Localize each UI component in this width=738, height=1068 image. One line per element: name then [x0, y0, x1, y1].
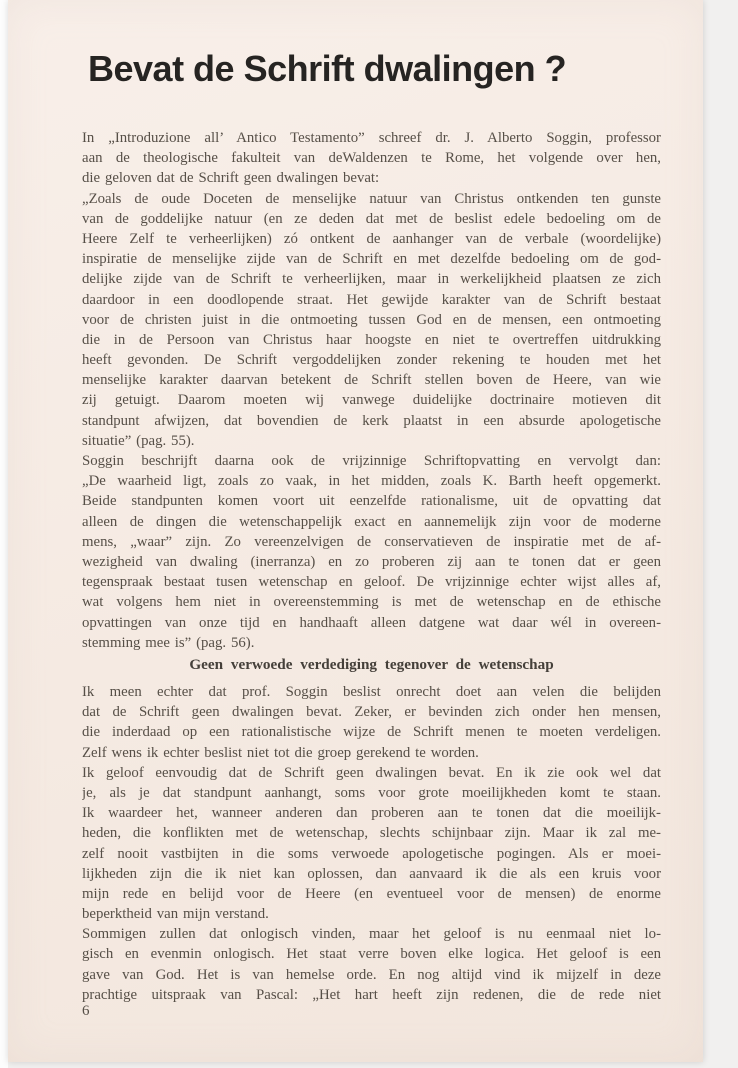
text-line: gave van God. Het is van hemelse orde. En nog altijd vind ik mijzelf in deze	[82, 966, 661, 983]
text-line: die geloven dat de Schrift geen dwalingen bevat:	[82, 170, 380, 187]
text-line: zij getuigt. Daarom moeten wij vanwege duidelijke doctrinaire motieven dit	[82, 392, 661, 409]
text-line: Sommigen zullen dat onlogisch vinden, maar het geloof is nu eenmaal niet lo-	[82, 926, 661, 943]
text-line: je, als je dat standpunt aanhangt, soms voor grote moeilijkheden komt te staan.	[82, 784, 661, 801]
text-line: tegenspraak bestaat tusen wetenschap en geloof. De vrijzinnige echter wijst alles af,	[82, 574, 661, 591]
text-line: „Zoals de oude Doceten de menselijke natuur van Christus ontkenden ten gunste	[82, 190, 661, 207]
text-line: „De waarheid ligt, zoals zo vaak, in het midden, zoals K. Barth heeft opgemerkt.	[82, 473, 661, 490]
text-line: stemming mee is” (pag. 56).	[82, 634, 255, 651]
text-line: daardoor in een doodlopende straat. Het gewijde karakter van de Schrift bestaat	[82, 291, 661, 308]
text-line: opvattingen van onze tijd en handhaaft alleen datgene wat daar wél in overeen-	[82, 614, 661, 631]
text-line: Ik meen echter dat prof. Soggin beslist onrecht doet aan velen die belijden	[82, 684, 661, 700]
text-line: wezigheid van dwaling (inerranza) en zo proberen zij aan te tonen dat er geen	[82, 553, 661, 570]
text-line: Soggin beschrijft daarna ook de vrijzinnige Schriftopvatting en vervolgt dan:	[82, 453, 661, 469]
text-line: delijke zijde van de Schrift te verheerlijken, maar in werkelijkheid plaatsen ze zich	[82, 271, 661, 288]
text-line: dat de Schrift geen dwalingen bevat. Zeker, er bevinden zich onder hen mensen,	[82, 704, 661, 721]
text-line: prachtige uitspraak van Pascal: „Het hart heeft zijn redenen, die de rede niet	[82, 986, 661, 1003]
text-line: Ik geloof eenvoudig dat de Schrift geen dwalingen bevat. En ik zie ook wel dat	[82, 764, 661, 781]
text-line: heeft gevonden. De Schrift vergoddelijken zonder rekening te houden met het	[82, 352, 661, 369]
text-line: menselijke karakter daarvan betekent de Schrift stellen boven de Heere, van wie	[82, 372, 661, 389]
intro-paragraphs	[82, 128, 661, 653]
text-line: standpunt afwijzen, dat bovendien de kerk plaatst in een absurde apologetische	[82, 412, 661, 429]
page-number: 6	[82, 1003, 90, 1019]
text-line: van de goddelijke natuur (en ze deden dat met de beslist edele bedoeling om de	[82, 210, 661, 227]
text-line: Ik waardeer het, wanneer anderen dan proberen aan te tonen dat die moeilijk-	[82, 805, 661, 822]
text-line: Zelf wens ik echter beslist niet tot die groep gerekend te worden.	[82, 744, 479, 761]
text-line: zelf nooit vastbijten in die soms verwoede apologetische pogingen. Als er moei-	[82, 845, 661, 862]
text-line: mijn rede en belijd voor de Heere (en eventueel voor de mensen) de enorme	[82, 885, 661, 902]
text-line: aan de theologische fakulteit van deWaldenzen te Rome, het volgende over hen,	[82, 150, 661, 167]
text-line: inspiratie de menselijke zijde van de Schrift en met dezelfde bedoeling om de god-	[82, 251, 661, 268]
text-line: situatie” (pag. 55).	[82, 432, 195, 449]
text-line: voor de christen juist in die ontmoeting tussen God en de mensen, een ontmoeting	[82, 311, 661, 328]
section-heading: Geen verwoede verdediging tegenover de wetenschap	[189, 656, 554, 673]
text-line: heden, die konflikten met de wetenschap, slechts schijnbaar zijn. Maar ik zal me-	[82, 825, 661, 842]
text-line: wat volgens hem niet in overeenstemming is met de wetenschap en de ethische	[82, 594, 661, 611]
text-line: mens, „waar” zijn. Zo vereenzelvigen de conservatieven de inspiratie met de af-	[82, 533, 661, 550]
section-paragraphs	[82, 682, 661, 1005]
text-line: die inderdaad op een rationalistische wijze de Schrift menen te moeten verdeligen.	[82, 724, 661, 741]
text-line: Beide standpunten komen voort uit eenzelfde rationalisme, uit de opvatting dat	[82, 493, 661, 510]
text-line: gisch en evenmin onlogisch. Het staat verre boven elke logica. Het geloof is een	[82, 946, 661, 963]
text-line: alleen de dingen die wetenschappelijk exact en aannemelijk zijn voor de moderne	[82, 513, 661, 530]
text-line: In „Introduzione all’ Antico Testamento” schreef dr. J. Alberto Soggin, professor	[82, 130, 661, 146]
text-line: lijkheden zijn die ik niet kan oplossen, dan aanvaard ik die als een kruis voor	[82, 865, 661, 882]
paper-sheet	[8, 0, 703, 1062]
text-line: beperktheid van mijn verstand.	[82, 906, 269, 923]
text-line: Heere Zelf te verheerlijken) zó ontkent de aanhanger van de verbale (woordelijke)	[82, 230, 661, 247]
page-title: Bevat de Schrift dwalingen ?	[88, 48, 567, 89]
text-line: die in de Persoon van Christus haar hoogste en niet te overtreffen uitdrukking	[82, 331, 661, 348]
